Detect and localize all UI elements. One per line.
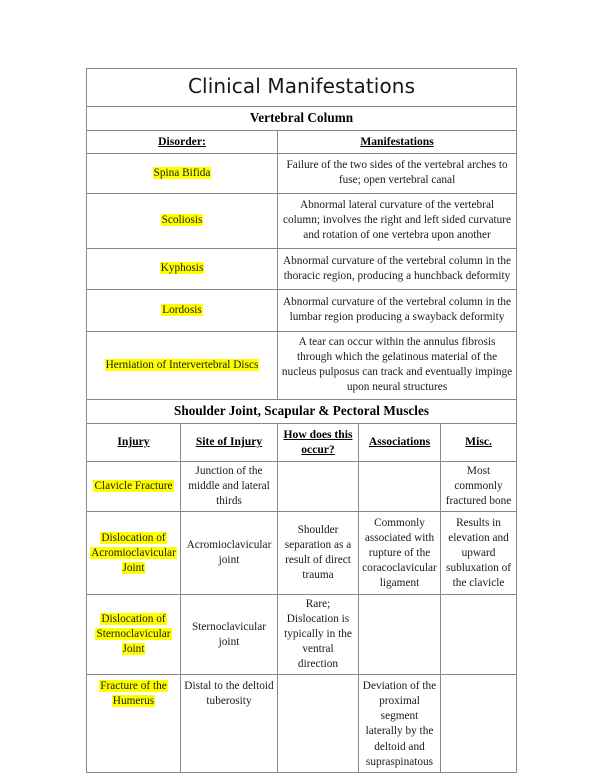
column-header-misc	[441, 423, 517, 462]
clinical-manifestations-table	[86, 68, 517, 773]
table-row	[87, 512, 517, 595]
how-does-this-occur-cell: Shoulder separation as a result of direct trauma	[278, 512, 359, 595]
section-banner-shoulder-joint: Shoulder Joint, Scapular & Pectoral Muscles	[87, 399, 517, 423]
disorder-name-cell	[87, 153, 278, 193]
title-row	[87, 69, 517, 107]
table-row	[87, 675, 517, 772]
column-header-manifestations-label: Manifestations	[360, 134, 434, 148]
column-header-injury	[87, 423, 181, 462]
table-row	[87, 595, 517, 675]
misc-cell: Results in elevation and upward subluxation of the clavicle	[441, 512, 517, 595]
table-row	[87, 462, 517, 512]
column-header-how-does-this-occur-label: How does this occur?	[283, 427, 353, 456]
manifestation-cell: Abnormal curvature of the vertebral column in the lumbar region producing a swayback deformity	[278, 289, 517, 331]
highlighted-term: Herniation of Intervertebral Discs	[105, 358, 259, 371]
site-of-injury-cell: Junction of the middle and lateral thirds	[181, 462, 278, 512]
injury-name-cell	[87, 595, 181, 675]
highlighted-term: Lordosis	[162, 303, 202, 316]
highlighted-term: Fracture of the Humerus	[100, 680, 167, 708]
table-row	[87, 248, 517, 289]
manifestation-cell: A tear can occur within the annulus fibrosis through which the gelatinous material of the nucleus pulposus can track and eventually impinge upon neural structures	[278, 331, 517, 399]
associations-cell	[359, 462, 441, 512]
section-banner-vertebral-column: Vertebral Column	[87, 107, 517, 131]
how-does-this-occur-cell: Rare; Dislocation is typically in the ventral direction	[278, 595, 359, 675]
associations-cell	[359, 595, 441, 675]
disorder-name-cell	[87, 193, 278, 248]
highlighted-term: Kyphosis	[160, 262, 204, 275]
column-header-disorder	[87, 130, 278, 153]
how-does-this-occur-cell	[278, 462, 359, 512]
column-header-row	[87, 130, 517, 153]
disorder-name-cell	[87, 289, 278, 331]
injury-name-cell	[87, 512, 181, 595]
site-of-injury-cell: Sternoclavicular joint	[181, 595, 278, 675]
highlighted-term: Spina Bifida	[153, 166, 211, 179]
column-header-row	[87, 423, 517, 462]
site-of-injury-cell: Acromioclavicular joint	[181, 512, 278, 595]
misc-cell	[441, 595, 517, 675]
misc-cell	[441, 675, 517, 772]
highlighted-term: Clavicle Fracture	[94, 480, 173, 493]
highlighted-term: Dislocation of Acromioclavicular Joint	[91, 531, 176, 574]
column-header-site-of-injury-label: Site of Injury	[195, 435, 263, 449]
table-row	[87, 153, 517, 193]
site-of-injury-cell: Distal to the deltoid tuberosity	[181, 675, 278, 772]
page-title: Clinical Manifestations	[87, 69, 517, 107]
column-header-how-does-this-occur	[278, 423, 359, 462]
highlighted-term: Dislocation of Sternoclavicular Joint	[96, 613, 171, 656]
table-row	[87, 193, 517, 248]
manifestation-cell: Failure of the two sides of the vertebral arches to fuse; open vertebral canal	[278, 153, 517, 193]
injury-name-cell	[87, 462, 181, 512]
column-header-associations	[359, 423, 441, 462]
manifestation-cell: Abnormal curvature of the vertebral column in the thoracic region, producing a hunchback deformity	[278, 248, 517, 289]
misc-cell: Most commonly fractured bone	[441, 462, 517, 512]
column-header-site-of-injury	[181, 423, 278, 462]
disorder-name-cell	[87, 331, 278, 399]
column-header-injury-label: Injury	[117, 435, 150, 449]
manifestation-cell: Abnormal lateral curvature of the vertebral column; involves the right and left sided curvature and rotation of one vertebra upon another	[278, 193, 517, 248]
associations-cell: Commonly associated with rupture of the coracoclavicular ligament	[359, 512, 441, 595]
column-header-manifestations	[278, 130, 517, 153]
section-banner-row	[87, 107, 517, 131]
disorder-name-cell	[87, 248, 278, 289]
table-row	[87, 289, 517, 331]
how-does-this-occur-cell	[278, 675, 359, 772]
table-row	[87, 331, 517, 399]
column-header-misc-label: Misc.	[465, 435, 492, 449]
highlighted-term: Scoliosis	[161, 214, 203, 227]
column-header-associations-label: Associations	[368, 435, 431, 449]
section-banner-row	[87, 399, 517, 423]
injury-name-cell	[87, 675, 181, 772]
associations-cell: Deviation of the proximal segment laterally by the deltoid and supraspinatous	[359, 675, 441, 772]
column-header-disorder-label: Disorder:	[158, 134, 206, 148]
